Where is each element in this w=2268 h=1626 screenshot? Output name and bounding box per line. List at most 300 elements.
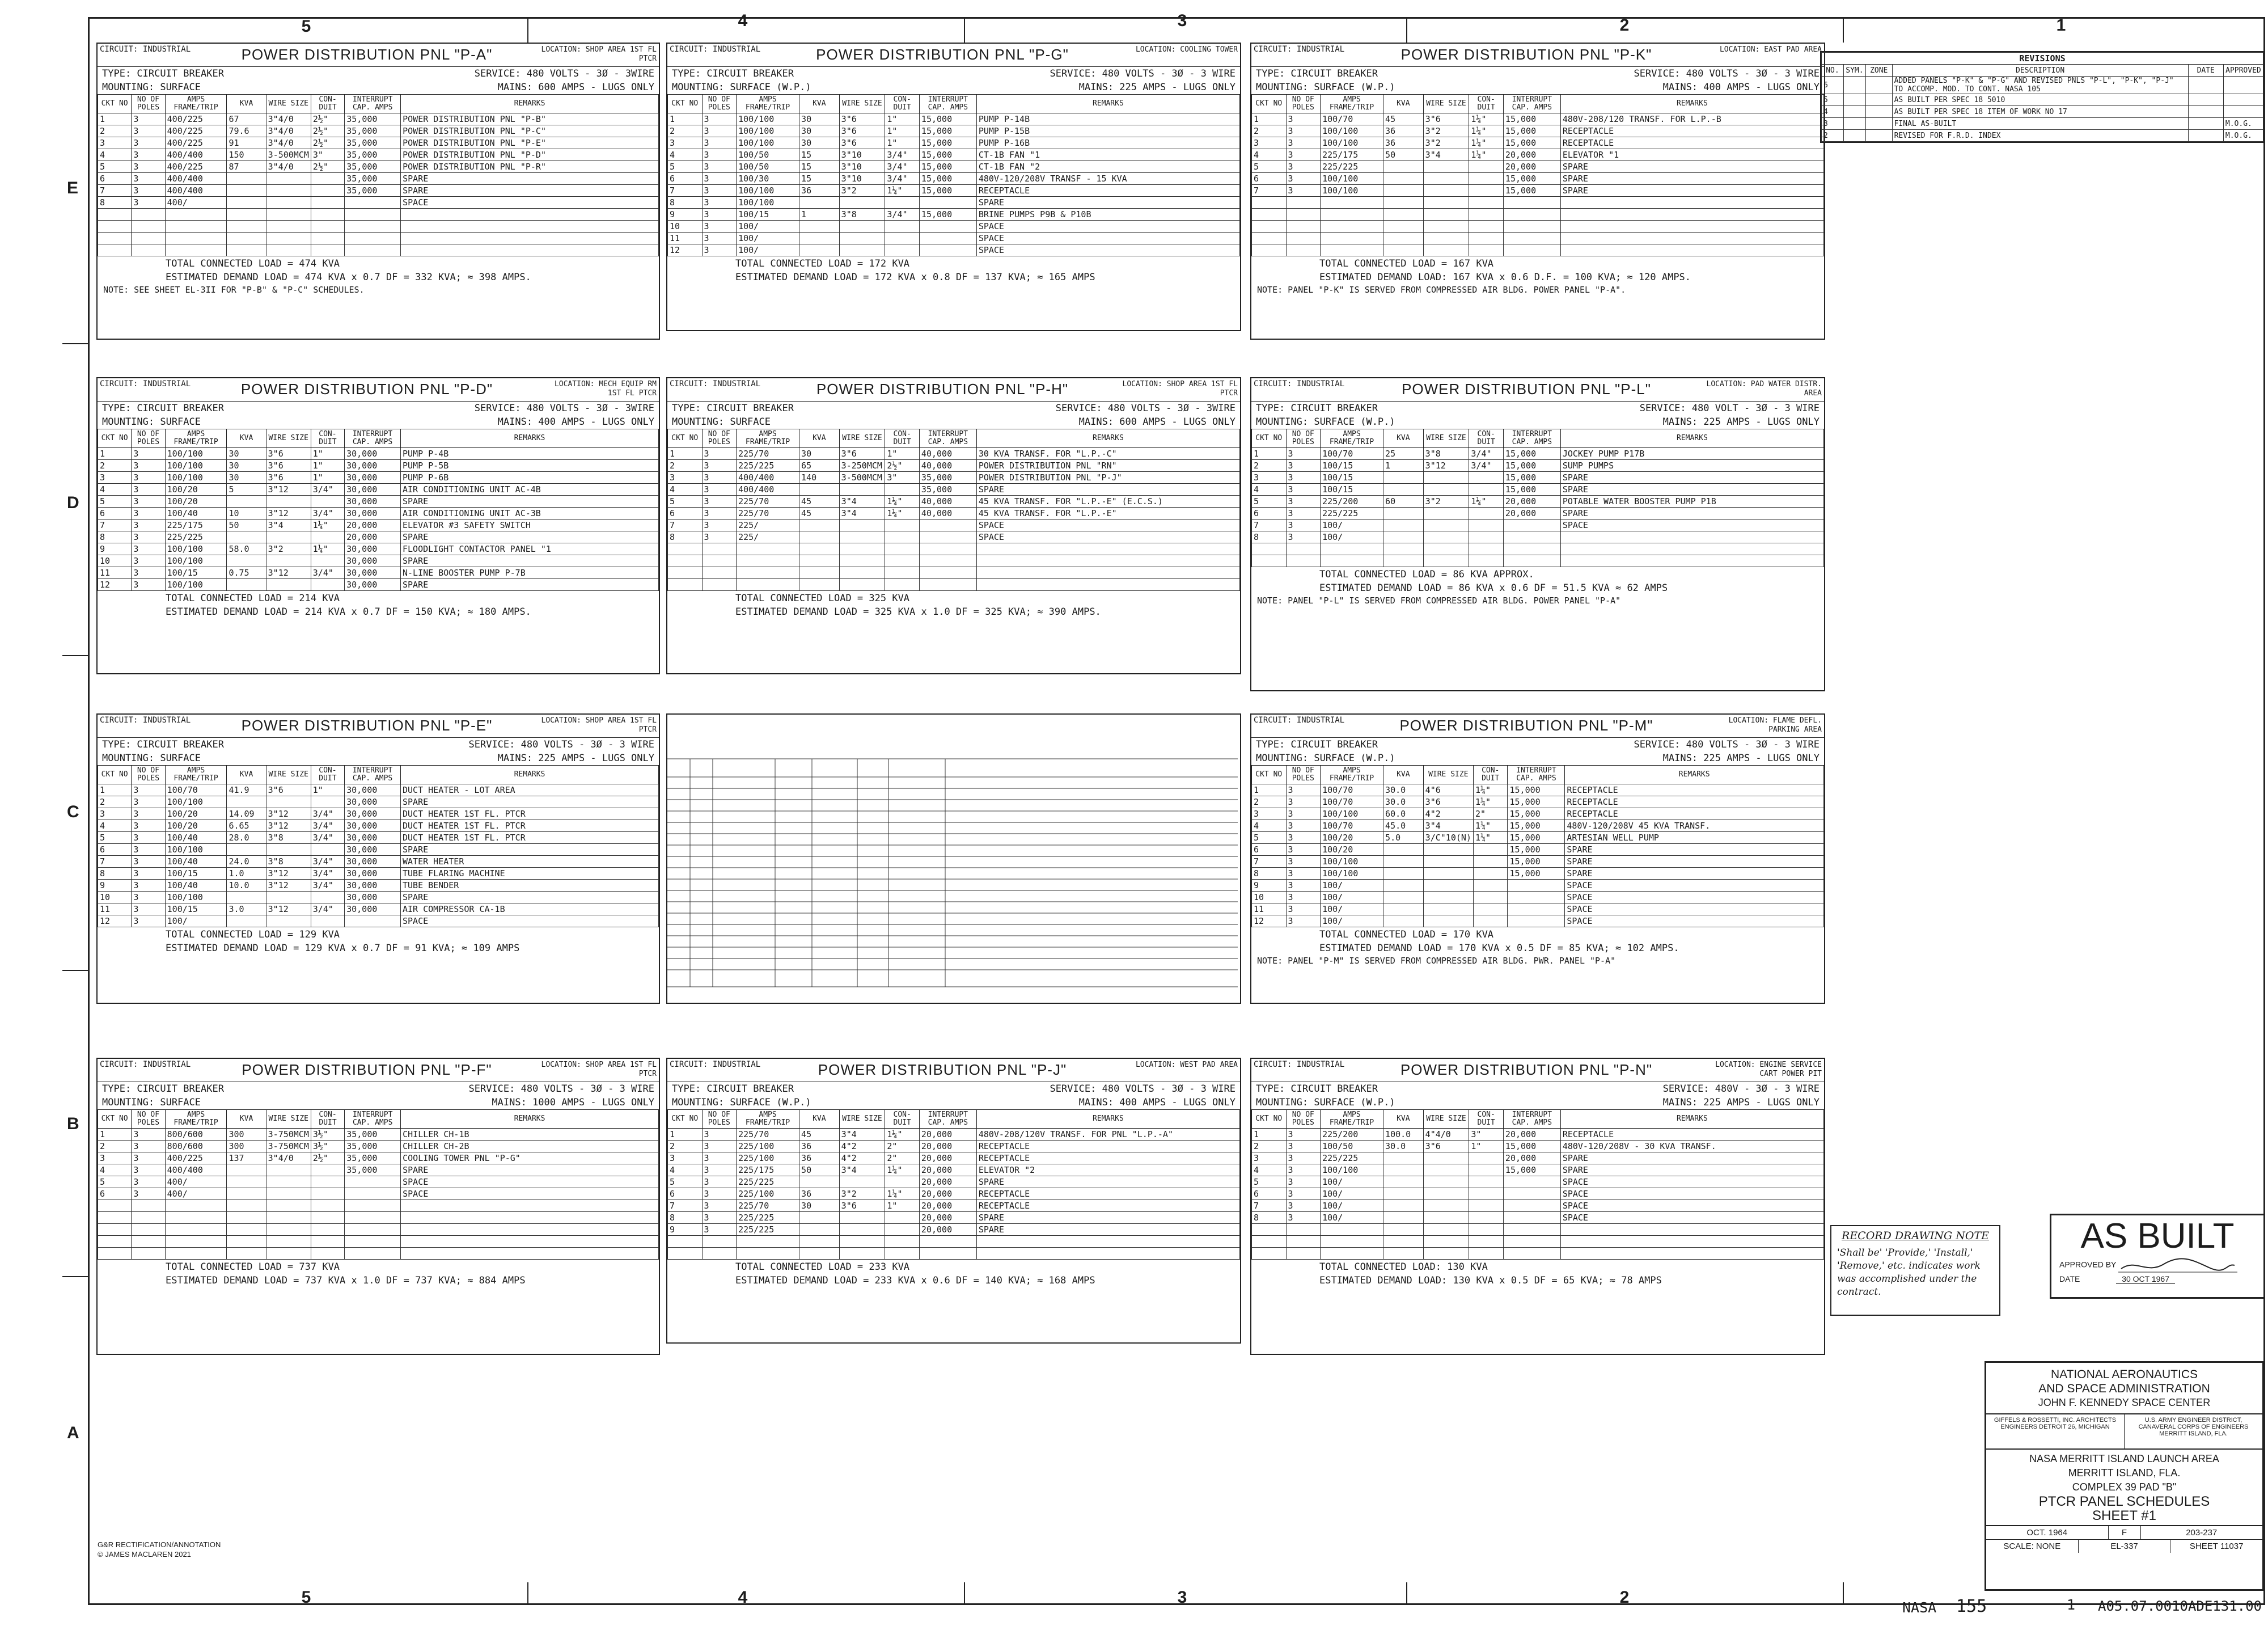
cell-wire bbox=[1423, 161, 1469, 173]
cell-poles: 3 bbox=[1286, 484, 1321, 496]
cell-conduit: 1" bbox=[885, 125, 920, 137]
schedule-table bbox=[667, 94, 1240, 256]
cell-interrupt: 35,000 bbox=[345, 173, 401, 185]
cell-remarks: SPARE bbox=[400, 496, 658, 508]
panel-service: SERVICE: 480 VOLTS - 3Ø - 3WIRE bbox=[474, 68, 654, 79]
cell-ckt: 7 bbox=[668, 1200, 703, 1212]
cell-conduit bbox=[885, 1224, 920, 1236]
cell-interrupt bbox=[919, 579, 976, 591]
col-ckt: CKT NO bbox=[1252, 95, 1287, 113]
zone-tick bbox=[62, 343, 88, 344]
cell-amps: 400/400 bbox=[737, 484, 799, 496]
panel-type-row bbox=[667, 1082, 1240, 1096]
panel-schedule bbox=[96, 1058, 660, 1355]
cell-amps: 100/100 bbox=[737, 185, 799, 197]
cell-poles: 3 bbox=[1286, 832, 1321, 844]
rev-col: APPROVED bbox=[2223, 65, 2263, 77]
cell-conduit bbox=[885, 197, 920, 209]
schedule-body bbox=[1252, 113, 1824, 256]
revision-cell bbox=[1843, 118, 1865, 130]
revision-cell bbox=[1843, 130, 1865, 142]
cell-kva bbox=[1383, 880, 1424, 892]
cell-kva: 36 bbox=[799, 185, 840, 197]
cell-interrupt: 35,000 bbox=[919, 472, 976, 484]
col-ckt: CKT NO bbox=[668, 95, 703, 113]
cell-interrupt: 20,000 bbox=[919, 1152, 976, 1164]
panel-schedule bbox=[666, 1058, 1241, 1344]
cell-interrupt bbox=[345, 244, 401, 256]
panel-circuit: CIRCUIT: INDUSTRIAL bbox=[670, 1060, 761, 1069]
cell-interrupt bbox=[345, 915, 401, 927]
cell-kva bbox=[1383, 856, 1424, 868]
cell-ckt: 8 bbox=[98, 531, 132, 543]
cell-ckt: 11 bbox=[98, 903, 132, 915]
schedule-row bbox=[98, 484, 659, 496]
cell-remarks: AIR COMPRESSOR CA-1B bbox=[400, 903, 658, 915]
cell-wire: 3"4/0 bbox=[266, 161, 311, 173]
cell-wire: 4"4/0 bbox=[1423, 1129, 1469, 1141]
cell-amps: 100/30 bbox=[737, 173, 799, 185]
schedule-row bbox=[1252, 149, 1824, 161]
cell-interrupt: 20,000 bbox=[1503, 161, 1560, 173]
cell-poles: 3 bbox=[132, 448, 165, 460]
cell-remarks: ELEVATOR "1 bbox=[1560, 149, 1823, 161]
cell-ckt: 12 bbox=[98, 915, 132, 927]
cell-kva bbox=[227, 1224, 266, 1236]
schedule-row bbox=[668, 531, 1240, 543]
as-built-approved bbox=[2051, 1257, 2263, 1273]
panel-header bbox=[1251, 1059, 1824, 1082]
cell-amps: 100/100 bbox=[165, 796, 227, 808]
cell-ckt: 5 bbox=[1252, 832, 1287, 844]
blank-schedule-grid bbox=[666, 713, 1241, 1004]
zone-tick bbox=[1843, 1582, 1844, 1605]
cell-remarks: SPACE bbox=[1560, 1176, 1823, 1188]
cell-wire: 3"2 bbox=[1423, 137, 1469, 149]
cell-interrupt bbox=[1503, 1212, 1560, 1224]
cell-amps: 100/100 bbox=[165, 555, 227, 567]
col-interrupt: INTERRUPT CAP. AMPS bbox=[919, 1110, 976, 1129]
cell-poles bbox=[702, 543, 737, 555]
schedule-row bbox=[668, 1224, 1240, 1236]
cell-interrupt: 15,000 bbox=[1503, 1164, 1560, 1176]
schedule-row bbox=[1252, 185, 1824, 197]
cell-wire: 3"6 bbox=[266, 784, 311, 796]
cell-poles: 3 bbox=[702, 1152, 737, 1164]
cell-amps: 225/225 bbox=[1321, 1152, 1383, 1164]
zone-col-label: 2 bbox=[1619, 16, 1630, 35]
schedule-row bbox=[1252, 137, 1824, 149]
cell-interrupt: 15,000 bbox=[1503, 185, 1560, 197]
schedule-row bbox=[98, 460, 659, 472]
cell-poles: 3 bbox=[132, 543, 165, 555]
cell-kva: 10.0 bbox=[227, 880, 266, 892]
zone-row-label: D bbox=[67, 493, 79, 512]
cell-wire: 4"6 bbox=[1423, 784, 1473, 796]
cell-interrupt: 20,000 bbox=[1503, 149, 1560, 161]
cell-conduit bbox=[311, 496, 344, 508]
cell-amps: 225/175 bbox=[1321, 149, 1383, 161]
cell-wire bbox=[839, 520, 885, 531]
schedule-row bbox=[98, 125, 659, 137]
col-amps: AMPS FRAME/TRIP bbox=[737, 1110, 799, 1129]
cell-interrupt bbox=[1503, 1248, 1560, 1260]
col-remarks: REMARKS bbox=[1560, 429, 1823, 448]
cell-interrupt bbox=[1503, 1200, 1560, 1212]
panel-service: SERVICE: 480 VOLTS - 3Ø - 3 WIRE bbox=[1050, 1083, 1235, 1095]
cell-kva: 41.9 bbox=[227, 784, 266, 796]
cell-ckt: 2 bbox=[1252, 460, 1287, 472]
cell-remarks: 480V-208/120V TRANSF. FOR PNL "L.P.-A" bbox=[976, 1129, 1239, 1141]
schedule-row bbox=[668, 543, 1240, 555]
cell-wire bbox=[266, 1176, 311, 1188]
panel-title: POWER DISTRIBUTION PNL "P-H" bbox=[816, 381, 1069, 398]
cell-ckt: 11 bbox=[668, 233, 703, 244]
cell-poles: 3 bbox=[132, 173, 165, 185]
cell-conduit bbox=[311, 531, 344, 543]
cell-poles: 3 bbox=[702, 173, 737, 185]
cell-remarks: DUCT HEATER 1ST FL. PTCR bbox=[400, 820, 658, 832]
rectification-stamp bbox=[98, 1540, 221, 1559]
cell-interrupt: 40,000 bbox=[919, 496, 976, 508]
panel-service: SERVICE: 480 VOLT - 3Ø - 3 WIRE bbox=[1639, 403, 1820, 414]
cell-remarks bbox=[1560, 197, 1823, 209]
cell-interrupt: 15,000 bbox=[1503, 460, 1560, 472]
cell-poles: 3 bbox=[702, 1224, 737, 1236]
cell-kva bbox=[1383, 209, 1424, 221]
cell-remarks: FLOODLIGHT CONTACTOR PANEL "1 bbox=[400, 543, 658, 555]
cell-remarks: SPARE bbox=[1560, 1164, 1823, 1176]
panel-total-load: TOTAL CONNECTED LOAD = 172 KVA bbox=[735, 258, 910, 269]
cell-ckt: 4 bbox=[98, 149, 132, 161]
cell-amps: 100/100 bbox=[165, 460, 227, 472]
cell-ckt: 7 bbox=[1252, 520, 1287, 531]
cell-ckt: 5 bbox=[1252, 1176, 1287, 1188]
cell-poles: 3 bbox=[1286, 161, 1321, 173]
cell-ckt: 11 bbox=[98, 567, 132, 579]
col-conduit: CON- DUIT bbox=[1469, 429, 1504, 448]
cell-remarks: TUBE FLARING MACHINE bbox=[400, 868, 658, 880]
cell-amps: 100/ bbox=[1321, 1188, 1383, 1200]
schedule-table bbox=[1251, 1109, 1824, 1260]
schedule-row bbox=[98, 832, 659, 844]
cell-kva: 30 bbox=[799, 448, 840, 460]
cell-poles: 3 bbox=[702, 1141, 737, 1152]
cell-amps: 225/225 bbox=[737, 1212, 799, 1224]
panel-title: POWER DISTRIBUTION PNL "P-F" bbox=[242, 1061, 492, 1078]
cell-kva bbox=[1383, 508, 1424, 520]
cell-conduit: 3/4" bbox=[885, 173, 920, 185]
cell-conduit bbox=[1469, 472, 1504, 484]
cell-poles: 3 bbox=[1286, 508, 1321, 520]
zone-tick bbox=[62, 1276, 88, 1277]
panel-total-load: TOTAL CONNECTED LOAD = 474 KVA bbox=[166, 258, 340, 269]
panel-header bbox=[1251, 44, 1824, 67]
panel-total-load: TOTAL CONNECTED LOAD = 214 KVA bbox=[166, 593, 340, 604]
cell-kva bbox=[1383, 173, 1424, 185]
cell-wire: 3"8 bbox=[266, 856, 311, 868]
panel-mounting: MOUNTING: SURFACE bbox=[102, 753, 201, 764]
cell-poles bbox=[702, 555, 737, 567]
cell-interrupt: 15,000 bbox=[919, 125, 976, 137]
panel-header bbox=[1251, 715, 1824, 738]
cell-remarks bbox=[401, 1212, 659, 1224]
cell-conduit: 1¼" bbox=[311, 543, 344, 555]
cell-kva bbox=[1383, 1164, 1424, 1176]
revision-cell bbox=[2188, 77, 2223, 94]
cell-wire bbox=[1423, 1164, 1469, 1176]
cell-wire bbox=[1423, 233, 1469, 244]
cell-remarks: SPARE bbox=[400, 796, 658, 808]
cell-remarks: 480V-120/208V - 30 KVA TRANSF. bbox=[1560, 1141, 1823, 1152]
cell-remarks: SPACE bbox=[1560, 1200, 1823, 1212]
cell-ckt bbox=[98, 1224, 132, 1236]
cell-conduit bbox=[885, 567, 920, 579]
cell-interrupt: 15,000 bbox=[1503, 1141, 1560, 1152]
cell-amps: 100/ bbox=[165, 915, 227, 927]
cell-amps bbox=[165, 244, 227, 256]
cell-kva bbox=[799, 1176, 840, 1188]
cell-conduit bbox=[311, 1188, 344, 1200]
panel-type-row bbox=[1251, 1082, 1824, 1096]
cell-kva bbox=[1383, 1248, 1424, 1260]
cell-remarks bbox=[401, 1224, 659, 1236]
panel-header bbox=[667, 1059, 1240, 1082]
revision-cell: M.O.G. bbox=[2223, 130, 2263, 142]
panel-type: TYPE: CIRCUIT BREAKER bbox=[102, 68, 224, 79]
col-ckt: CKT NO bbox=[98, 1110, 132, 1129]
cell-interrupt: 20,000 bbox=[345, 531, 401, 543]
schedule-row bbox=[668, 1141, 1240, 1152]
cell-kva bbox=[227, 1188, 266, 1200]
schedule-row bbox=[1252, 868, 1824, 880]
col-kva: KVA bbox=[799, 95, 840, 113]
cell-interrupt: 20,000 bbox=[919, 1141, 976, 1152]
cell-conduit: 1" bbox=[885, 137, 920, 149]
col-remarks: REMARKS bbox=[1560, 95, 1823, 113]
cell-kva: 30.0 bbox=[1383, 1141, 1424, 1152]
cell-ckt bbox=[668, 543, 703, 555]
cell-conduit bbox=[1469, 555, 1504, 567]
schedule-row bbox=[98, 1141, 659, 1152]
cell-conduit bbox=[311, 1200, 344, 1212]
cell-ckt bbox=[98, 1200, 132, 1212]
cell-kva bbox=[227, 1164, 266, 1176]
revision-cell bbox=[1865, 130, 1892, 142]
cell-remarks: RECEPTACLE bbox=[1560, 137, 1823, 149]
cell-remarks: RECEPTACLE bbox=[1565, 784, 1824, 796]
cell-interrupt: 35,000 bbox=[345, 1152, 401, 1164]
revision-cell bbox=[1865, 77, 1892, 94]
cell-kva bbox=[227, 197, 266, 209]
cell-conduit bbox=[885, 1236, 920, 1248]
col-ckt: CKT NO bbox=[1252, 1110, 1287, 1129]
cell-amps bbox=[737, 579, 799, 591]
cell-poles: 3 bbox=[132, 161, 165, 173]
panel-header bbox=[98, 1059, 659, 1082]
cell-wire bbox=[266, 1188, 311, 1200]
cell-amps: 100/100 bbox=[737, 113, 799, 125]
cell-amps: 100/70 bbox=[1321, 820, 1383, 832]
cell-conduit: 1¼" bbox=[1473, 784, 1508, 796]
cell-poles: 3 bbox=[702, 531, 737, 543]
panel-schedule bbox=[96, 377, 660, 674]
revisions-header-row bbox=[1822, 65, 2263, 77]
cell-wire bbox=[1423, 1152, 1469, 1164]
file-number: 203-237 bbox=[2186, 1528, 2218, 1538]
cell-wire bbox=[1423, 555, 1469, 567]
schedule-row bbox=[98, 579, 659, 591]
drawing-scale: SCALE: NONE bbox=[1986, 1540, 2079, 1553]
cell-ckt: 1 bbox=[98, 448, 132, 460]
schedule-table bbox=[98, 429, 659, 591]
cell-kva bbox=[799, 520, 840, 531]
col-conduit: CON- DUIT bbox=[885, 429, 920, 448]
cell-amps: 100/50 bbox=[737, 149, 799, 161]
cell-interrupt: 20,000 bbox=[1503, 496, 1560, 508]
cell-amps: 100/20 bbox=[1321, 832, 1383, 844]
panel-mounting-row bbox=[667, 81, 1240, 94]
cell-kva: 5 bbox=[227, 484, 266, 496]
cell-wire: 3"4 bbox=[266, 520, 311, 531]
schedule-row bbox=[98, 197, 659, 209]
cell-ckt: 10 bbox=[98, 555, 132, 567]
cell-kva bbox=[799, 567, 840, 579]
cell-kva bbox=[1383, 868, 1424, 880]
cell-conduit bbox=[1469, 531, 1504, 543]
cell-remarks: RECEPTACLE bbox=[1560, 1129, 1823, 1141]
schedule-row bbox=[98, 113, 659, 125]
agency-line-1: NATIONAL AERONAUTICS bbox=[2050, 1368, 2198, 1381]
col-wire: WIRE SIZE bbox=[266, 429, 311, 448]
cell-kva: 25 bbox=[1383, 448, 1424, 460]
cell-conduit bbox=[1469, 1164, 1504, 1176]
panel-mounting: MOUNTING: SURFACE bbox=[102, 82, 201, 93]
cell-poles: 3 bbox=[132, 915, 165, 927]
cell-interrupt: 40,000 bbox=[919, 460, 976, 472]
col-poles: NO OF POLES bbox=[702, 1110, 737, 1129]
schedule-row bbox=[1252, 173, 1824, 185]
cell-amps: 100/70 bbox=[165, 784, 227, 796]
cell-kva: 60 bbox=[1383, 496, 1424, 508]
cell-ckt: 1 bbox=[1252, 1129, 1287, 1141]
cell-ckt: 8 bbox=[98, 868, 132, 880]
panel-demand-load: ESTIMATED DEMAND LOAD = 172 KVA x 0.8 DF = 137 KVA; ≈ 165 AMPS bbox=[735, 272, 1095, 283]
cell-interrupt bbox=[1503, 555, 1560, 567]
cell-amps: 225/225 bbox=[165, 531, 227, 543]
cell-ckt: 4 bbox=[98, 820, 132, 832]
revision-cell: 2 bbox=[1822, 130, 1844, 142]
col-amps: AMPS FRAME/TRIP bbox=[165, 429, 227, 448]
cell-interrupt: 35,000 bbox=[345, 1141, 401, 1152]
cell-interrupt bbox=[1508, 880, 1565, 892]
schedule-row bbox=[1252, 531, 1824, 543]
schedule-body bbox=[98, 448, 659, 591]
schedule-row bbox=[98, 233, 659, 244]
cell-amps: 100/ bbox=[1321, 903, 1383, 915]
cell-remarks: 30 KVA TRANSF. FOR "L.P.-C" bbox=[976, 448, 1239, 460]
cell-kva bbox=[1383, 185, 1424, 197]
panel-type: TYPE: CIRCUIT BREAKER bbox=[672, 68, 794, 79]
schedule-row bbox=[1252, 1248, 1824, 1260]
cell-poles: 3 bbox=[702, 113, 737, 125]
revision-cell: ADDED PANELS "P-K" & "P-G" AND REVISED PNLS "P-L", "P-K", "P-J" TO ACCOMP. MOD. TO CONT. NASA 105 bbox=[1892, 77, 2188, 94]
cell-poles: 3 bbox=[1286, 173, 1321, 185]
schedule-row bbox=[98, 915, 659, 927]
col-conduit: CON- DUIT bbox=[885, 95, 920, 113]
cell-ckt bbox=[98, 1212, 132, 1224]
cell-conduit: 2½" bbox=[311, 137, 344, 149]
cell-wire: 3"4 bbox=[839, 508, 885, 520]
footer-doc-id: A05.07.0010ADE131.00 bbox=[2098, 1598, 2262, 1614]
cell-amps bbox=[1321, 209, 1383, 221]
cell-wire: 3"12 bbox=[266, 880, 311, 892]
schedule-row bbox=[1252, 1212, 1824, 1224]
cell-kva bbox=[799, 484, 840, 496]
cell-interrupt bbox=[919, 221, 976, 233]
cell-amps: 100/ bbox=[737, 233, 799, 244]
cell-amps: 100/100 bbox=[1321, 173, 1383, 185]
panel-circuit: CIRCUIT: INDUSTRIAL bbox=[1254, 1060, 1345, 1069]
revision-cell bbox=[2188, 106, 2223, 118]
cell-kva: 36 bbox=[799, 1152, 840, 1164]
cell-conduit: 3" bbox=[1469, 1129, 1504, 1141]
cell-ckt: 5 bbox=[98, 1176, 132, 1188]
cell-amps: 100/40 bbox=[165, 508, 227, 520]
panel-schedule bbox=[1250, 43, 1825, 340]
schedule-row bbox=[668, 221, 1240, 233]
cell-amps: 400/225 bbox=[165, 161, 227, 173]
cell-poles: 3 bbox=[132, 844, 165, 856]
cell-conduit bbox=[311, 209, 344, 221]
col-amps: AMPS FRAME/TRIP bbox=[1321, 1110, 1383, 1129]
cell-amps: 100/ bbox=[1321, 915, 1383, 927]
cell-remarks: SPACE bbox=[1560, 1212, 1823, 1224]
cell-kva: 36 bbox=[1383, 137, 1424, 149]
cell-kva: 0.75 bbox=[227, 567, 266, 579]
zone-col-label: 5 bbox=[301, 1588, 311, 1607]
panel-schedule bbox=[666, 377, 1241, 674]
cell-amps: 225/200 bbox=[1321, 1129, 1383, 1141]
cell-ckt: 8 bbox=[668, 1212, 703, 1224]
panel-note bbox=[1251, 1287, 1824, 1289]
col-interrupt: INTERRUPT CAP. AMPS bbox=[1503, 1110, 1560, 1129]
schedule-header-row bbox=[98, 1110, 659, 1129]
cell-amps: 225/70 bbox=[737, 1200, 799, 1212]
panel-type-row bbox=[667, 402, 1240, 415]
cell-amps: 100/20 bbox=[165, 484, 227, 496]
col-amps: AMPS FRAME/TRIP bbox=[737, 95, 799, 113]
cell-remarks: SPACE bbox=[976, 221, 1239, 233]
col-amps: AMPS FRAME/TRIP bbox=[737, 429, 799, 448]
cell-interrupt: 35,000 bbox=[345, 185, 401, 197]
cell-ckt: 2 bbox=[668, 125, 703, 137]
cell-poles bbox=[132, 244, 165, 256]
cell-poles: 3 bbox=[702, 137, 737, 149]
cell-kva bbox=[227, 915, 266, 927]
col-remarks: REMARKS bbox=[976, 429, 1239, 448]
col-wire: WIRE SIZE bbox=[266, 766, 311, 784]
cell-ckt: 5 bbox=[98, 496, 132, 508]
panel-note bbox=[98, 1287, 659, 1289]
cell-ckt: 6 bbox=[1252, 1188, 1287, 1200]
cell-amps: 100/100 bbox=[1321, 137, 1383, 149]
cell-wire bbox=[1423, 197, 1469, 209]
cell-kva: 30.0 bbox=[1383, 796, 1424, 808]
cell-amps: 100/70 bbox=[1321, 113, 1383, 125]
cell-conduit: 1" bbox=[885, 113, 920, 125]
cell-conduit bbox=[311, 197, 344, 209]
